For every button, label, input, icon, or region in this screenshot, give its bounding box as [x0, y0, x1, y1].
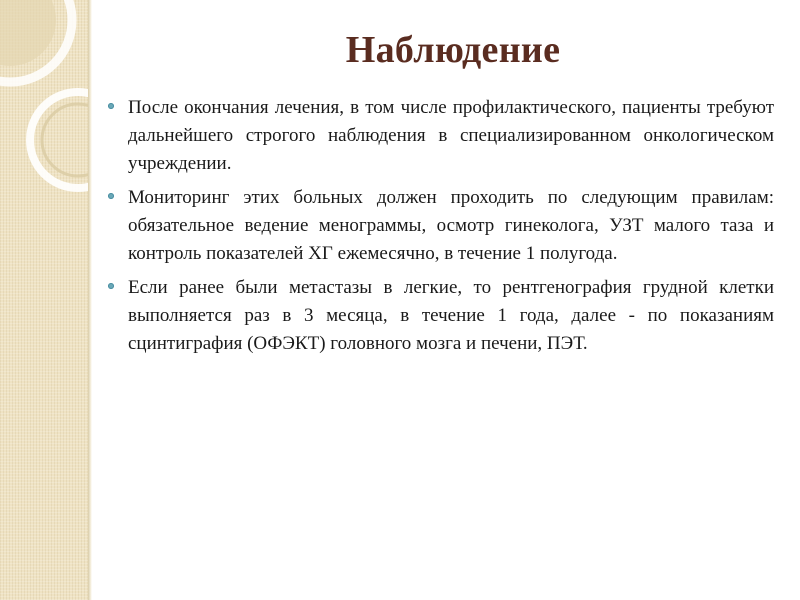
- bullet-dot-icon: [108, 103, 114, 109]
- ring-middle-inner: [42, 104, 88, 176]
- bullet-text: После окончания лечения, в том числе профилактического, пациенты требуют дальнейшего строгого наблюдения в специализированном онкологическом учреждении.: [128, 97, 774, 174]
- bullet-list: [106, 94, 774, 364]
- bullet-item: [106, 94, 774, 178]
- slide-title: Наблюдение: [345, 29, 561, 71]
- side-panel-edge: [88, 0, 92, 600]
- bullet-text: Мониторинг этих больных должен проходить по следующим правилам: обязательное ведение менограммы, осмотр гинеколога, УЗТ малого таза и контроль показателей ХГ ежемесячно, в течение 1 полугода.: [128, 187, 774, 264]
- bullet-text: Если ранее были метастазы в легкие, то рентгенография грудной клетки выполняется раз в 3 месяца, в течение 1 года, далее - по показаниям сцинтиграфия (ОФЭКТ) головного мозга и печени, ПЭТ.: [128, 277, 774, 354]
- bullet-item: [106, 274, 774, 358]
- bullet-item: [106, 184, 774, 268]
- bullet-dot-icon: [108, 283, 114, 289]
- decorative-circles: [0, 0, 88, 600]
- bullet-dot-icon: [108, 193, 114, 199]
- decorative-side-panel: [0, 0, 88, 600]
- ring-middle: [30, 92, 88, 188]
- ring-fill-top: [0, 0, 56, 66]
